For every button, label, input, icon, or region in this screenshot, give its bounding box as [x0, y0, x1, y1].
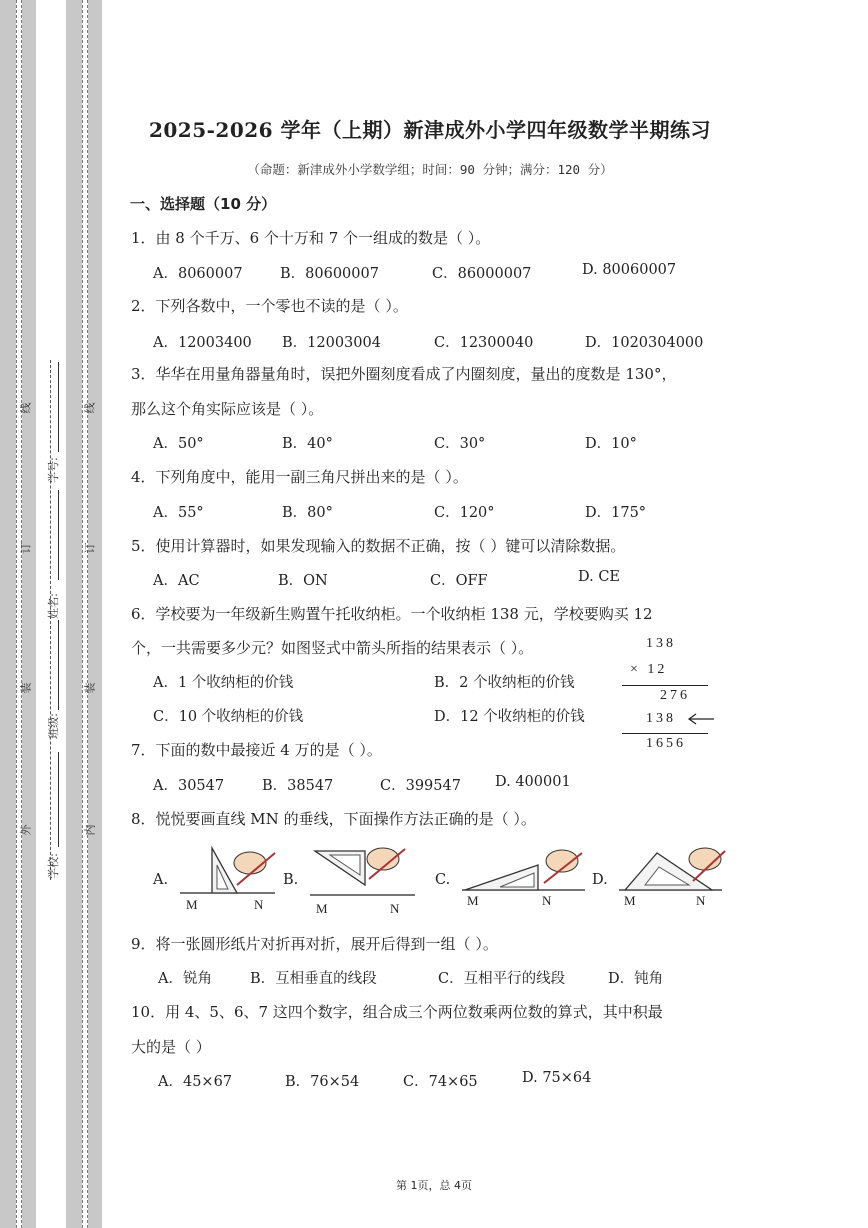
q9-option-d[interactable]: D．钝角: [608, 971, 664, 987]
q8-option-b[interactable]: B.: [283, 872, 299, 888]
outer-label: 订: [19, 542, 33, 554]
q5-option-d[interactable]: D. CE: [578, 569, 621, 585]
q6-option-b[interactable]: B．2 个收纳柜的价钱: [434, 675, 575, 691]
q3-option-b[interactable]: B．40°: [282, 436, 333, 452]
class-field[interactable]: [58, 620, 59, 710]
section-heading: 一、选择题（10 分）: [130, 195, 277, 213]
label-n: N: [696, 893, 706, 908]
question-2: 2．下列各数中，一个零也不读的是（ ）。: [131, 297, 408, 315]
q6-option-d[interactable]: D．12 个收纳柜的价钱: [434, 709, 585, 725]
question-7: 7．下面的数中最接近 4 万的是（ ）。: [131, 741, 382, 759]
q7-option-d[interactable]: D. 400001: [495, 774, 571, 790]
calc-row-4: 138: [646, 711, 676, 726]
question-1: 1．由 8 个千万、6 个十万和 7 个一组成的数是（ ）。: [131, 229, 491, 247]
q1-option-c[interactable]: C．86000007: [432, 266, 532, 282]
question-10-cont: 大的是（ ）: [131, 1038, 211, 1056]
q7-option-c[interactable]: C．399547: [380, 778, 461, 794]
calc-row-5: 1656: [646, 736, 686, 751]
calc-rule: [622, 685, 708, 686]
q5-option-a[interactable]: A．AC: [153, 573, 200, 589]
calc-rule: [622, 733, 708, 734]
q4-option-c[interactable]: C．120°: [434, 505, 495, 521]
q2-option-b[interactable]: B．12003004: [282, 335, 381, 351]
question-8: 8．悦悦要画直线 MN 的垂线，下面操作方法正确的是（ ）。: [131, 810, 536, 828]
inner-label: 订: [83, 542, 97, 554]
q1-option-b[interactable]: B．80600007: [280, 266, 379, 282]
question-3-cont: 那么这个角实际应该是（ ）。: [131, 400, 324, 418]
q10-option-a[interactable]: A．45×67: [158, 1074, 233, 1090]
q2-option-a[interactable]: A．12003400: [153, 335, 252, 351]
inner-label: 装: [83, 682, 97, 694]
question-6: 6．学校要为一年级新生购置午托收纳柜。一个收纳柜 138 元，学校要购买 12: [131, 605, 653, 623]
question-5: 5．使用计算器时，如果发现输入的数据不正确，按（ ）键可以清除数据。: [131, 537, 626, 555]
q9-option-b[interactable]: B．互相垂直的线段: [250, 971, 377, 987]
student-id-field[interactable]: [58, 362, 59, 452]
label-m: M: [467, 893, 479, 908]
student-id-label: 学号:: [46, 457, 60, 483]
q5-option-b[interactable]: B．ON: [278, 573, 328, 589]
binding-strip-outer: [0, 0, 36, 1228]
q8-figure-c: [460, 845, 590, 900]
q8-figure-d: [617, 845, 732, 900]
q6-option-c[interactable]: C．10 个收纳柜的价钱: [153, 709, 304, 725]
question-9: 9．将一张圆形纸片对折再对折，展开后得到一组（ ）。: [131, 935, 498, 953]
class-label: 班级:: [46, 713, 60, 739]
page-title: 2025-2026 学年（上期）新津成外小学四年级数学半期练习: [148, 118, 712, 142]
exam-info: （命题：新津成外小学数学组；时间：90 分钟；满分：120 分）: [247, 162, 613, 177]
inner-label: 内: [83, 824, 97, 836]
field-line: [50, 360, 51, 880]
q1-option-d[interactable]: D. 80060007: [582, 262, 677, 278]
outer-label: 装: [19, 682, 33, 694]
calc-row-3: 276: [660, 688, 690, 703]
outer-label: 线: [19, 402, 33, 414]
q9-option-c[interactable]: C．互相平行的线段: [438, 971, 566, 987]
q7-option-b[interactable]: B．38547: [262, 778, 334, 794]
label-n: N: [542, 893, 552, 908]
question-6-cont: 个，一共需要多少元？如图竖式中箭头所指的结果表示（ ）。: [131, 639, 534, 657]
q5-option-c[interactable]: C．OFF: [430, 573, 488, 589]
q8-option-d[interactable]: D.: [592, 872, 608, 888]
q1-option-a[interactable]: A．8060007: [153, 266, 243, 282]
q2-option-d[interactable]: D．1020304000: [585, 335, 704, 351]
q4-option-a[interactable]: A．55°: [153, 505, 204, 521]
question-10: 10．用 4、5、6、7 这四个数字，组合成三个两位数乘两位数的算式，其中积最: [131, 1003, 663, 1021]
q3-option-a[interactable]: A．50°: [153, 436, 204, 452]
q2-option-c[interactable]: C．12300040: [434, 335, 534, 351]
q4-option-d[interactable]: D．175°: [585, 505, 647, 521]
binding-strip-inner: [66, 0, 102, 1228]
outer-label: 外: [19, 824, 33, 836]
page-footer: 第 1页，总 4页: [396, 1179, 472, 1192]
q3-option-d[interactable]: D．10°: [585, 436, 637, 452]
name-field[interactable]: [58, 490, 59, 580]
school-label: 学校:: [46, 853, 60, 879]
school-field[interactable]: [58, 752, 59, 847]
label-n: N: [254, 897, 264, 912]
q8-option-c[interactable]: C.: [435, 872, 451, 888]
q10-option-c[interactable]: C．74×65: [403, 1074, 478, 1090]
q8-figure-b: [305, 843, 420, 903]
label-n: N: [390, 901, 400, 916]
calc-row-1: 138: [646, 636, 676, 651]
inner-label: 线: [83, 402, 97, 414]
q10-option-d[interactable]: D. 75×64: [522, 1070, 592, 1086]
q4-option-b[interactable]: B．80°: [282, 505, 333, 521]
question-4: 4．下列角度中，能用一副三角尺拼出来的是（ ）。: [131, 468, 468, 486]
q10-option-b[interactable]: B．76×54: [285, 1074, 360, 1090]
question-3: 3．华华在用量角器量角时，误把外圈刻度看成了内圈刻度，量出的度数是 130°，: [131, 365, 677, 383]
q8-option-a[interactable]: A.: [153, 872, 169, 888]
q3-option-c[interactable]: C．30°: [434, 436, 486, 452]
name-label: 姓名:: [46, 593, 60, 619]
label-m: M: [624, 893, 636, 908]
q6-option-a[interactable]: A．1 个收纳柜的价钱: [153, 675, 294, 691]
label-m: M: [186, 897, 198, 912]
label-m: M: [316, 901, 328, 916]
arrow-left-icon: [686, 712, 716, 726]
q9-option-a[interactable]: A．锐角: [158, 971, 212, 987]
q7-option-a[interactable]: A．30547: [153, 778, 225, 794]
calc-row-2: × 12: [630, 662, 668, 677]
